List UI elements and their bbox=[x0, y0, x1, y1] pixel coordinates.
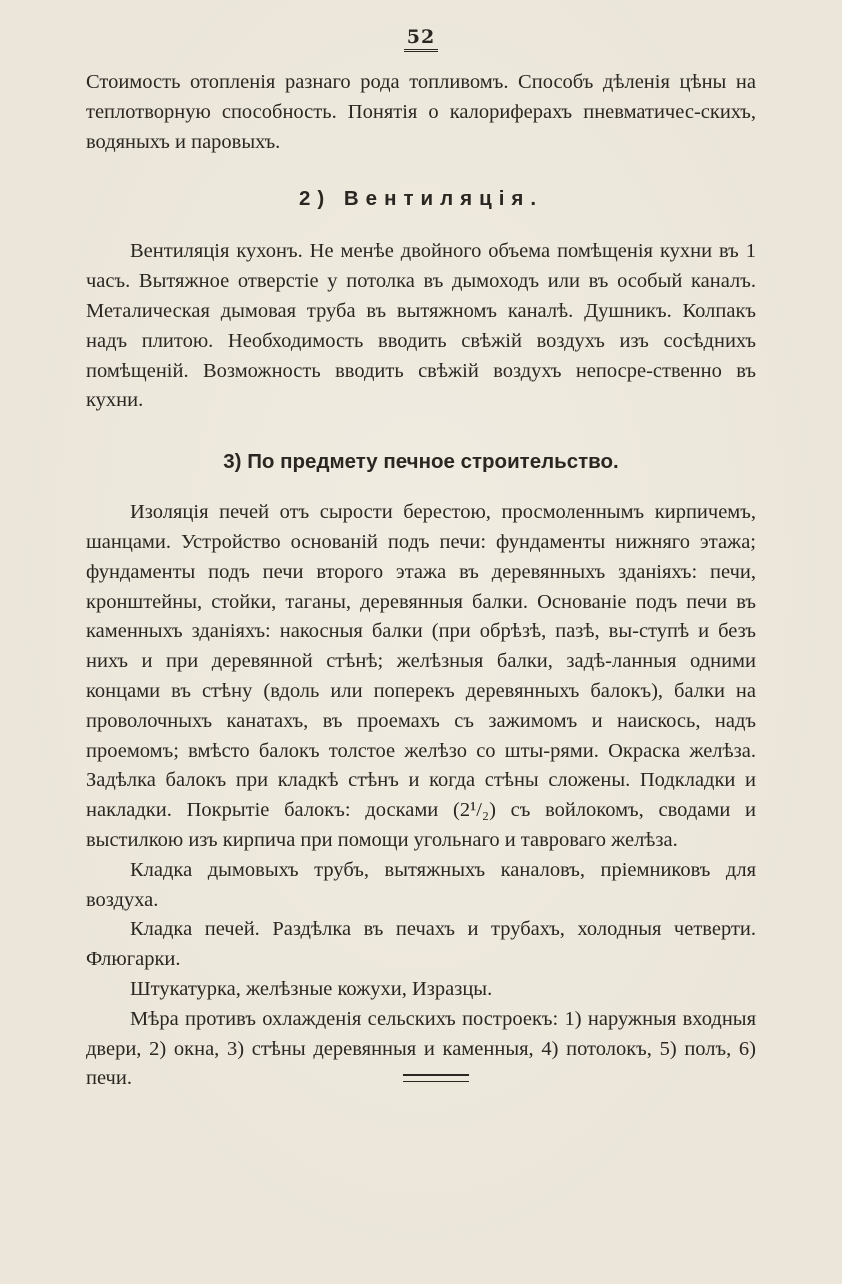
section-2-heading: 2) Вентиляція. bbox=[298, 187, 544, 211]
section-3-paragraph-3: Кладка печей. Раздѣлка въ печахъ и трубахъ, холодныя четверти. Флюгарки. bbox=[86, 918, 756, 971]
section-3-paragraph-4: Штукатурка, желѣзные кожухи, Изразцы. bbox=[130, 977, 493, 1000]
intro-paragraph: Стоимость отопленія разнаго рода топливомъ. Способъ дѣленія цѣны на теплотворную способность. Понятія о калориферахъ пневматичес-скихъ, водяныхъ и паровыхъ. bbox=[86, 71, 756, 153]
section-3-paragraph-1: Изоляція печей отъ сырости берестою, просмоленнымъ кирпичемъ, шанцами. Устройство основаній подъ печи: фундаменты нижняго этажа; фундаменты подъ печи второго этажа въ деревянныхъ зданіяхъ: печи, кронштейны, стойки, таганы, деревянныя балки. Основаніе подъ печи въ каменныхъ зданіяхъ: накосныя балки (при обрѣзѣ, пазѣ, вы-ступѣ и безъ нихъ и при деревянной стѣнѣ; желѣзныя балки, задѣ-ланныя одними концами въ стѣну (вдоль или поперекъ деревянныхъ балокъ), балки на проволочныхъ канатахъ, въ проемахъ съ зажимомъ и наискось, надъ проемомъ; вмѣсто балокъ толстое желѣзо со шты-рями. Окраска желѣза. Задѣлка балокъ при кладкѣ стѣнъ и когда стѣны сложены. Подкладки и накладки. Покрытіе балокъ: досками (2¹/₂) съ войлокомъ, сводами и выстилкою изъ кирпича при помощи угольнаго и тавроваго желѣза. bbox=[86, 501, 756, 851]
end-divider-rule bbox=[403, 1074, 469, 1082]
page-number bbox=[0, 26, 842, 52]
section-3-heading: 3) По предмету печное строительство. bbox=[223, 450, 619, 474]
section-3-paragraph-5: Мѣра противъ охлажденія сельскихъ построекъ: 1) наружныя входныя двери, 2) окна, 3) стѣны деревянныя и каменныя, 4) потолокъ, 5) полъ, 6) печи. bbox=[86, 1007, 756, 1090]
section-3-paragraph-2: Кладка дымовыхъ трубъ, вытяжныхъ каналовъ, пріемниковъ для воздуха. bbox=[86, 858, 756, 911]
section-2-paragraph: Вентиляція кухонъ. Не менѣе двойного объема помѣщенія кухни въ 1 часъ. Вытяжное отверстіе у потолка въ дымоходъ или въ особый каналъ. Металическая дымовая труба въ вытяжномъ каналѣ. Душникъ. Колпакъ надъ плитою. Необходимость вводить свѣжій воздухъ изъ сосѣднихъ помѣщеній. Возможность вводить свѣжій воздухъ непосре-ственно въ кухни. bbox=[86, 240, 756, 412]
page-number-text: 52 bbox=[404, 26, 438, 52]
page-content bbox=[86, 68, 756, 1094]
